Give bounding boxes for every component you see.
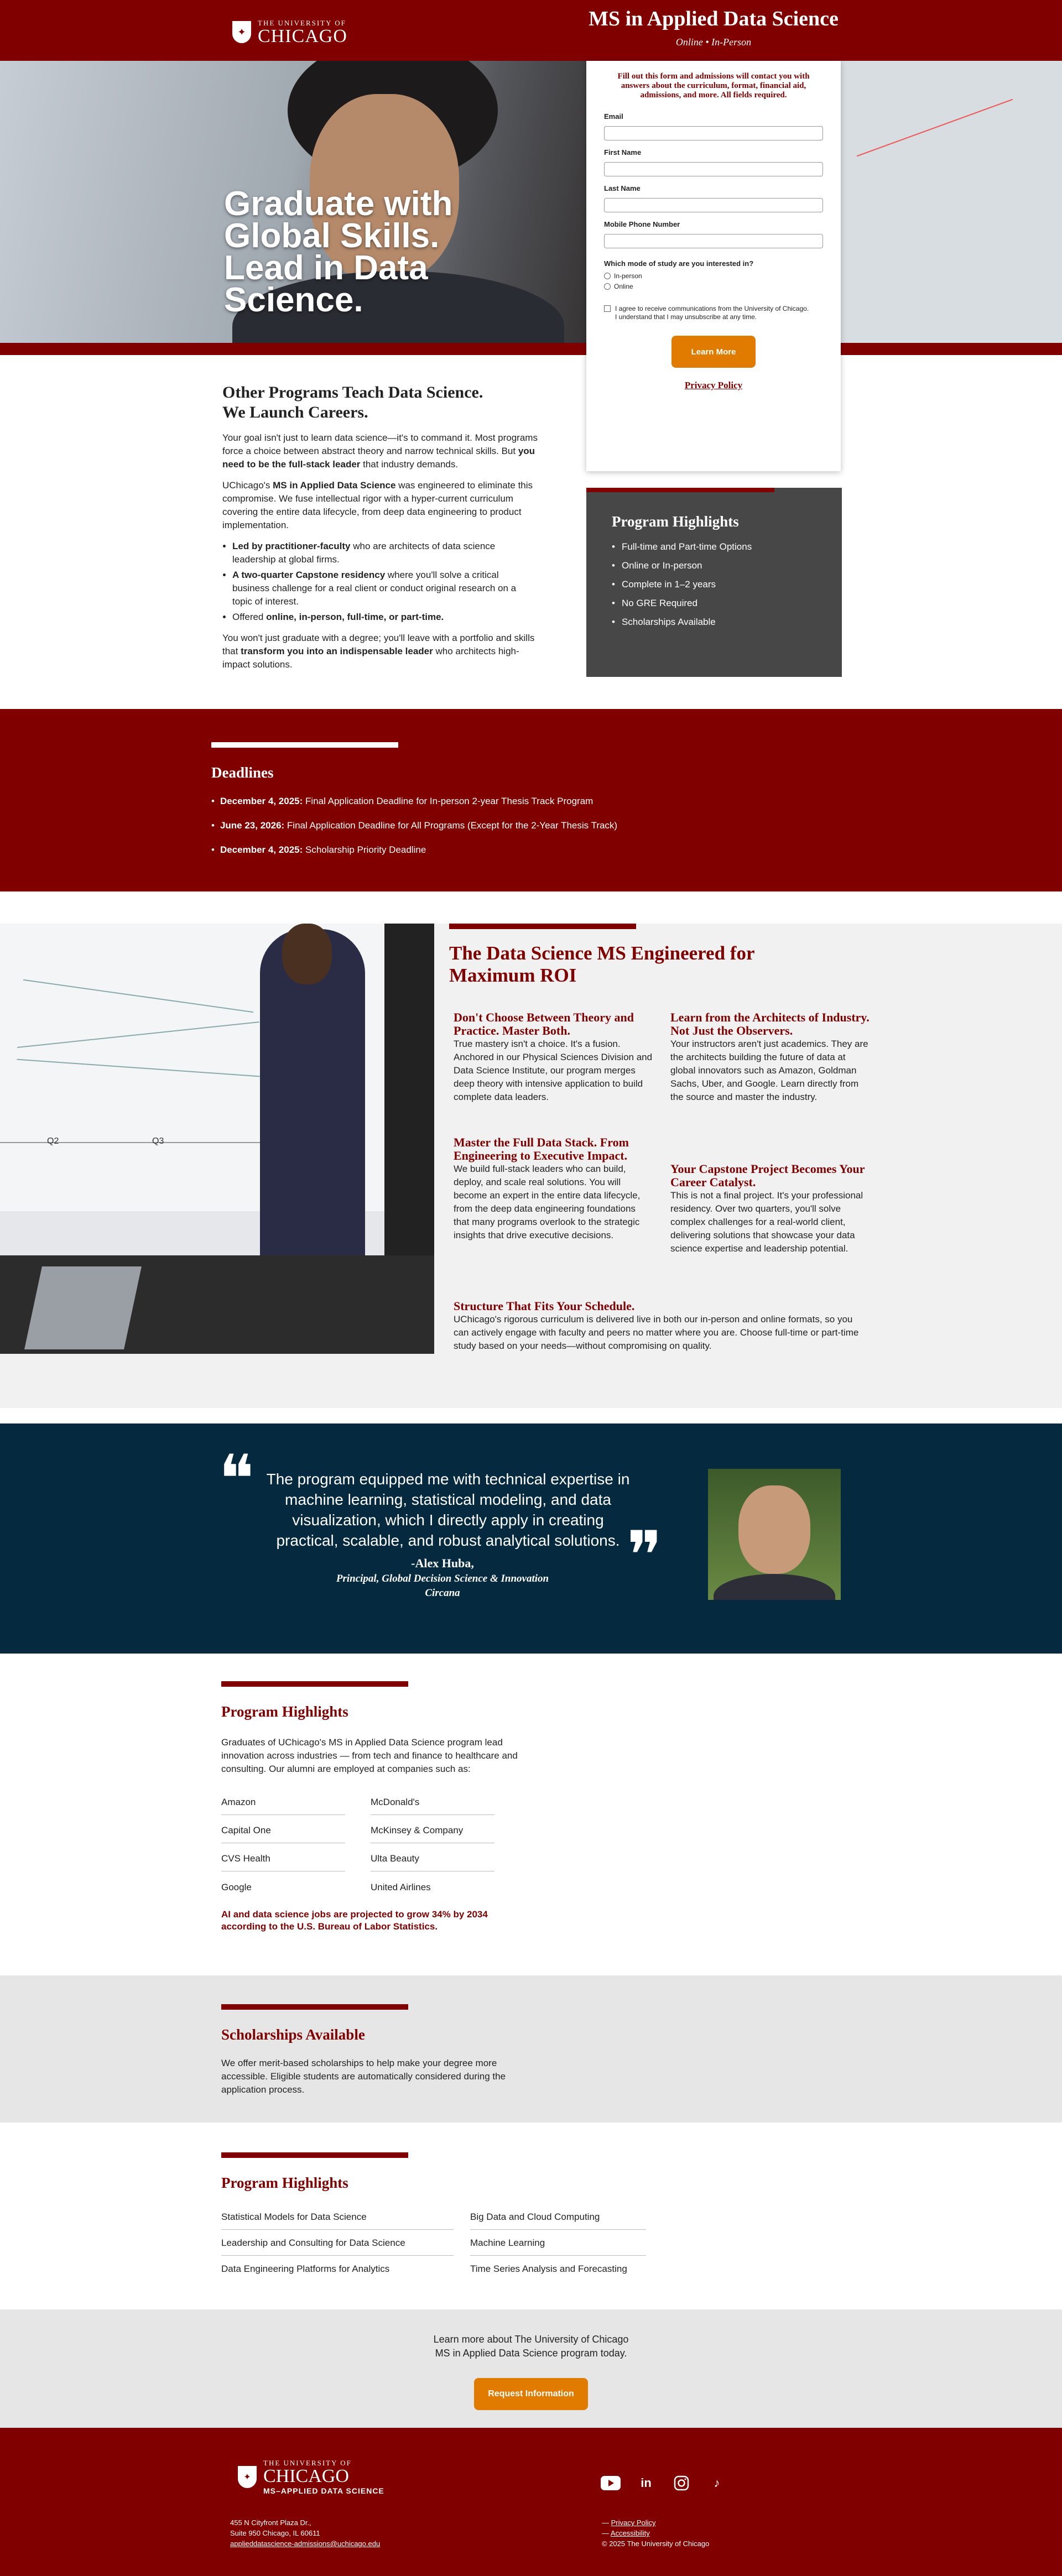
deadline-item: • December 4, 2025: Scholarship Priority Deadline [211,844,1062,856]
linkedin-icon[interactable]: in [641,2476,652,2490]
cta-line: MS in Applied Data Science program today. [435,2348,627,2359]
hero-background-window [830,61,1062,343]
courses-section [0,2123,1062,2309]
footer-links: — Privacy Policy — Accessibility © 2025 The University of Chicago [602,2518,710,2548]
cta-line: Learn more about The University of Chicago [433,2334,629,2345]
roi-block-text: UChicago's rigorous curriculum is delivered live in both our in-person and online formats, so you can actively engage with faculty and peers no matter where you are. Choose full-time or part-time study based on your needs—without compromising on quality. [454,1314,859,1351]
scholarships-section [0,1975,1062,2123]
intro-text [222,383,538,679]
presenter-head [282,924,332,984]
company-item: CVS Health [221,1843,345,1871]
shield-icon: ✦ [238,2466,257,2488]
copyright: © 2025 The University of Chicago [602,2540,710,2548]
company-item: Google [221,1882,252,1892]
whiteboard [0,924,434,1211]
roi-accent-bar [449,924,636,929]
testimonial-section [0,1423,1062,1654]
logo-big-text: CHICAGO [258,26,347,46]
highlight-item: • No GRE Required [612,598,816,609]
roi-block [670,1162,870,1255]
email-label: Email [604,112,623,121]
youtube-icon[interactable] [601,2473,621,2493]
first-name-label: First Name [604,148,642,157]
deadline-item: • June 23, 2026: Final Application Deadline for All Programs (Except for the 2-Year Thesis Track) [211,820,1062,831]
course-item: Time Series Analysis and Forecasting [470,2264,627,2274]
roi-heading-block [449,924,803,987]
deadline-item: • December 4, 2025: Final Application Deadline for In-person 2-year Thesis Track Program [211,796,1062,807]
intro-paragraph-1: Your goal isn't just to learn data science—it's to command it. Most programs force a choice between abstract theory and narrow technical skills. But you need to be the full-stack leader that industry demands. [222,432,538,470]
roi-block-text: True mastery isn't a choice. It's a fusion. Anchored in our Physical Sciences Division and Data Science Institute, our program merges deep theory with intensive application to build complete data leaders. [454,1039,653,1102]
jobs-growth-note: AI and data science jobs are projected to grow 34% by 2034 according to the U.S. Bureau of Labor Statistics. [221,1909,488,1932]
quote-close-icon: ❞ [627,1519,663,1593]
roi-block-title: Learn from the Architects of Industry. Not Just the Observers. [670,1010,870,1037]
section-accent-bar [221,1681,408,1687]
course-list [221,2204,646,2281]
chart-tick: Q3 [152,1136,164,1146]
roi-block-text: This is not a final project. It's your professional residency. Over two quarters, you'll solve complex challenges for a real-world client, delivering solutions that showcase your data science expertise and leadership potential. [670,1190,863,1254]
cta-section [0,2309,1062,2428]
privacy-policy-link[interactable]: Privacy Policy [611,2518,656,2527]
shield-icon: ✦ [232,21,251,43]
email-field[interactable] [604,126,823,140]
roi-block [454,1136,653,1242]
roi-title: The Data Science MS Engineered for Maximum ROI [449,942,754,986]
testimonial-author [326,1556,559,1599]
admissions-email-link[interactable]: applieddatascience-admissions@uchicago.edu [230,2540,381,2548]
mode-question: Which mode of study are you interested in? [604,259,754,268]
section-accent-bar [221,2152,408,2158]
intro-paragraph-2: UChicago's MS in Applied Data Science was engineered to eliminate this compromise. We fuse intellectual rigor with a hyper-current curriculum covering the entire data lifecycle, from deep data engineering to product implementation. [222,480,533,530]
roi-block-text: We build full-stack leaders who can build, deploy, and scale real solutions. You will become an expert in the entire data lifecycle, from the deep data engineering foundations that many programs overlook to the strategic insights that drive executive decisions. [454,1164,641,1240]
course-item: Machine Learning [470,2230,646,2256]
highlights-accent-bar [586,488,774,492]
highlight-item: • Full-time and Part-time Options [612,541,816,552]
program-subtitle: Online • In-Person [675,36,752,48]
phone-field[interactable] [604,234,823,248]
mode-option-in-person[interactable] [604,272,823,280]
deadlines-accent-bar [211,742,398,748]
radio-online[interactable] [604,283,611,290]
program-title: MS in Applied Data Science [589,7,839,30]
program-title-block [586,7,841,48]
intro-bullets [232,540,538,624]
footer-address [230,2517,380,2549]
deadlines-title: Deadlines [211,764,274,781]
course-item: Statistical Models for Data Science [221,2204,454,2230]
phone-label: Mobile Phone Number [604,220,680,228]
consent-text: I agree to receive communications from the University of Chicago. I understand that I may unsubscribe at any time. [615,305,809,321]
consent-checkbox[interactable] [604,305,611,312]
intro-bullet: • Offered online, in-person, full-time, or part-time. [232,611,538,624]
request-information-button[interactable]: Request Information [474,2378,588,2410]
author-photo [708,1469,841,1600]
section-title: Program Highlights [221,1703,348,1720]
classroom-photo [0,924,434,1354]
roi-block-text: Your instructors aren't just academics. They are the architects building the future of data at global innovators such as Amazon, Goldman Sachs, Uber, and Google. Learn directly from the source and master the industry. [670,1039,868,1102]
laptop [24,1266,142,1349]
mode-option-label: In-person [614,272,642,280]
logo-small-text: THE UNIVERSITY OF [263,2459,352,2467]
section-title: Scholarships Available [221,2026,365,2043]
chart-tick: Q2 [47,1136,59,1146]
testimonial-quote: The program equipped me with technical expertise in machine learning, statistical modeling, and data visualization, which I directly apply in creating practical, scalable, and robust analytical solutions. [266,1470,630,1549]
course-item: Big Data and Cloud Computing [470,2204,646,2230]
top-bar [0,0,1062,61]
social-links [601,2473,727,2493]
deadlines-section [0,709,1062,891]
highlight-item: • Online or In-person [612,560,816,571]
company-item: McDonald's [371,1787,494,1815]
roi-block-title: Structure That Fits Your Schedule. [454,1299,635,1313]
hero-headline: Graduate with Global Skills. Lead in Data Science. [224,185,453,319]
lead-form [586,61,841,471]
roi-block [670,1011,870,1104]
author-role: Principal, Global Decision Science & Innovation [336,1573,549,1584]
roi-block-title: Your Capstone Project Becomes Your Career Catalyst. [670,1162,865,1189]
intro-section [0,355,1062,709]
company-list [221,1787,1062,1900]
program-highlights-card [586,488,842,677]
company-item: Ulta Beauty [371,1843,494,1871]
logo-big-text: CHICAGO [263,2466,349,2486]
section-accent-bar [221,2004,408,2010]
author-company: Circana [425,1587,460,1599]
highlight-item: • Scholarships Available [612,617,816,628]
roi-section [0,924,1062,1408]
intro-bullet: • A two-quarter Capstone residency where you'll solve a critical business challenge for a real client or conduct original research on a topic of interest. [232,569,538,608]
form-intro: Fill out this form and admissions will contact you with answers about the curriculum, format, financial aid, admissions, and more. All fields required. [617,72,810,100]
company-item: Amazon [221,1787,345,1815]
radio-in-person[interactable] [604,273,611,279]
company-item: Capital One [221,1815,345,1843]
last-name-field[interactable] [604,198,823,212]
mode-option-label: Online [614,283,633,290]
intro-heading: Other Programs Teach Data Science. We Launch Careers. [222,383,483,421]
highlight-item: • Complete in 1–2 years [612,579,816,590]
intro-paragraph-3: You won't just graduate with a degree; you'll leave with a portfolio and skills that transform you into an indispensable leader who architects high-impact solutions. [222,633,535,670]
author-name: -Alex Huba, [411,1556,474,1570]
hero-section [0,61,1062,343]
consent-row[interactable] [604,305,823,321]
course-item: Data Engineering Platforms for Analytics [221,2264,390,2274]
privacy-policy-link[interactable]: Privacy Policy [684,380,743,390]
instagram-icon[interactable] [671,2473,691,2493]
companies-lead: Graduates of UChicago's MS in Applied Data Science program lead innovation across industries — from tech and finance to healthcare and consulting. Our alumni are employed at companies such as: [221,1737,518,1774]
footer-logo[interactable] [238,2459,384,2495]
logo-small-text: THE UNIVERSITY OF [258,19,346,27]
company-item: United Airlines [371,1882,431,1892]
hero-stripe [0,343,1062,355]
uchicago-logo[interactable] [232,19,347,45]
roi-block-title: Master the Full Data Stack. From Engineering to Executive Impact. [454,1135,629,1162]
quote-open-icon: ❝ [218,1443,254,1516]
company-item: McKinsey & Company [371,1815,494,1843]
scholarships-text: We offer merit-based scholarships to help make your degree more accessible. Eligible students are automatically considered during the application process. [221,2058,506,2095]
intro-bullet: • Led by practitioner-faculty who are architects of data science leadership at global firms. [232,540,538,566]
roi-block-title: Don't Choose Between Theory and Practice. Master Both. [454,1010,634,1037]
address-line: Suite 950 Chicago, IL 60611 [230,2529,320,2537]
logo-sub-text: MS–APPLIED DATA SCIENCE [263,2486,384,2495]
first-name-field[interactable] [604,162,823,176]
roi-block [454,1300,863,1353]
course-item: Leadership and Consulting for Data Science [221,2230,454,2256]
alumni-companies-section [0,1654,1062,1975]
last-name-label: Last Name [604,184,641,192]
highlights-title: Program Highlights [612,513,739,530]
accessibility-link[interactable]: Accessibility [610,2529,650,2537]
mode-option-online[interactable] [604,283,823,290]
footer [0,2428,1062,2576]
tiktok-icon[interactable]: ♪ [714,2476,720,2490]
learn-more-button[interactable]: Learn More [671,336,756,368]
roi-block [454,1011,653,1104]
section-title: Program Highlights [221,2175,348,2191]
address-line: 455 N Cityfront Plaza Dr., [230,2518,311,2527]
